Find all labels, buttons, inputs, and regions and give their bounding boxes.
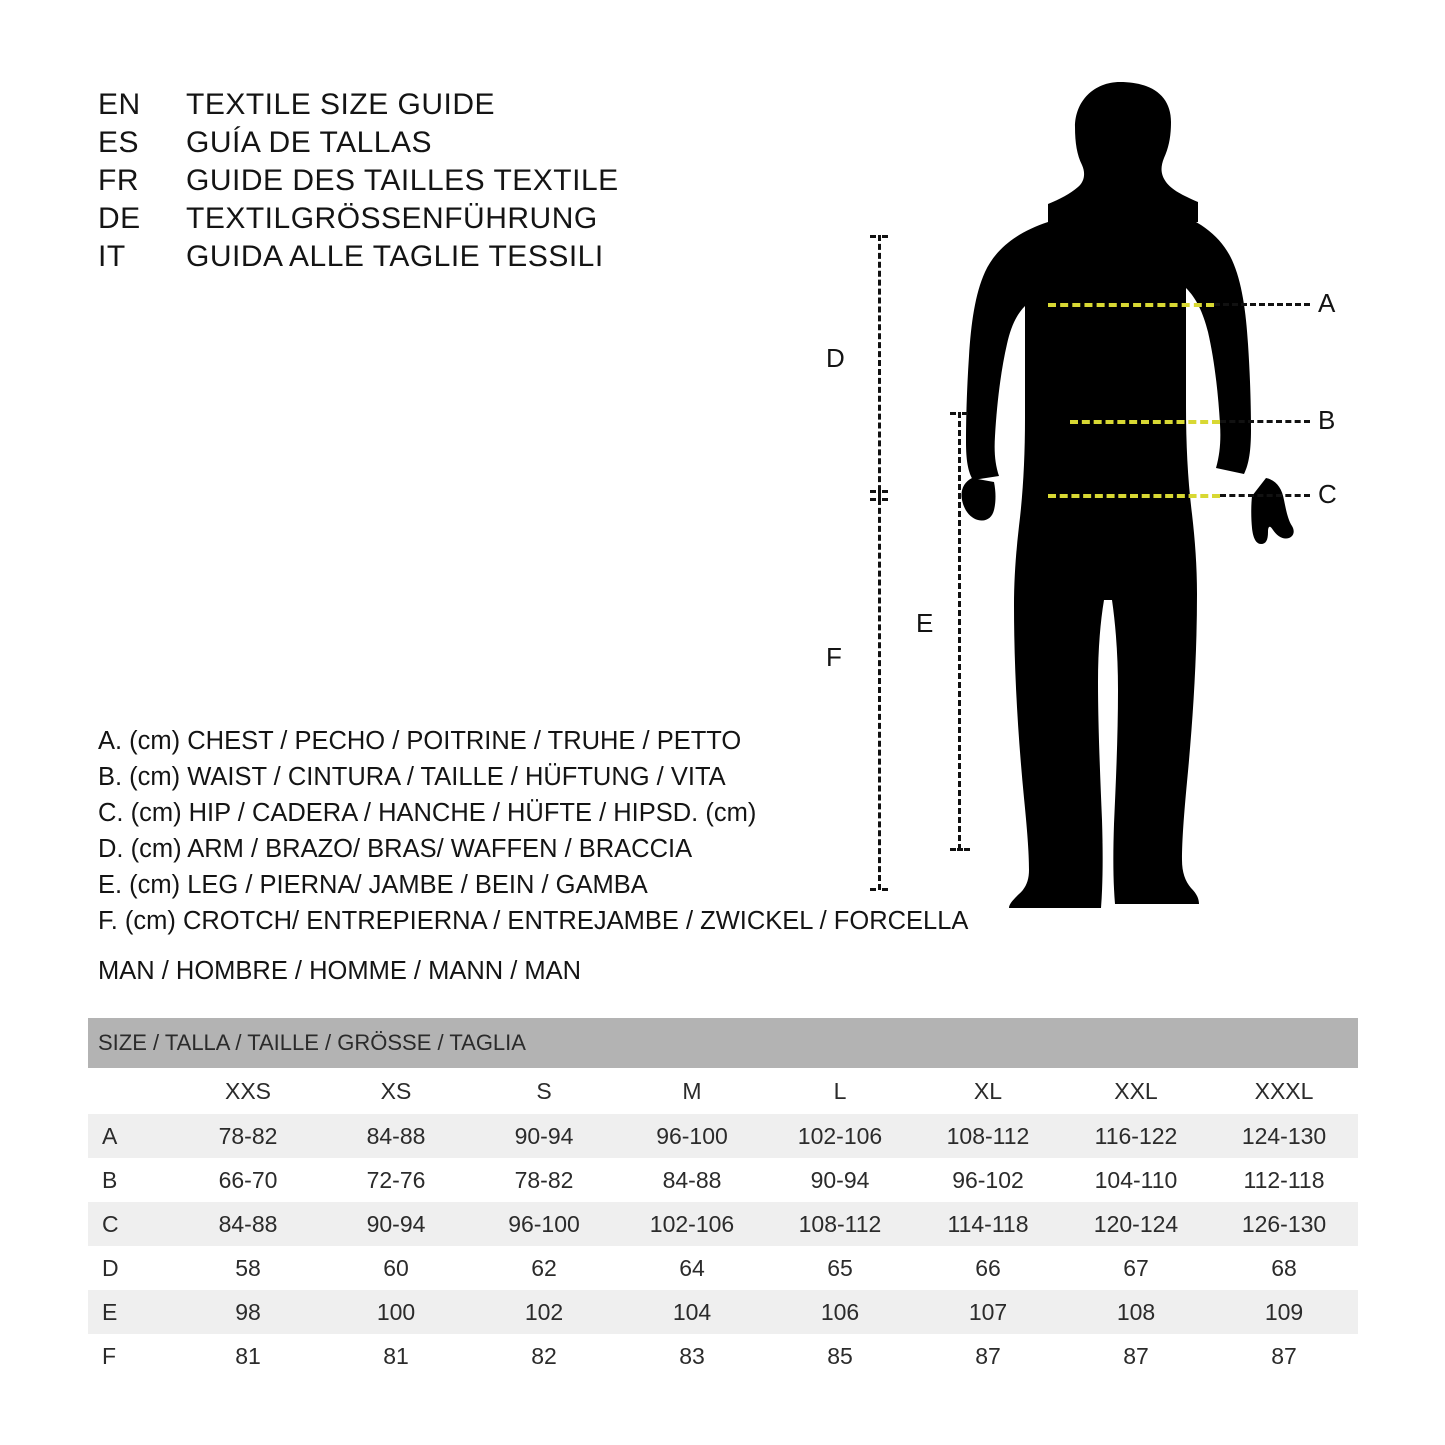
waist-measure-line: [1070, 420, 1220, 424]
title-lang-fr: FR: [98, 164, 139, 197]
cell-b-xxs: 66-70: [174, 1158, 322, 1202]
cell-c-m: 102-106: [618, 1202, 766, 1246]
size-header-m: M: [618, 1068, 766, 1114]
cell-f-l: 85: [766, 1334, 914, 1378]
leg-bracket-line: [958, 412, 961, 850]
cell-e-xxxl: 109: [1210, 1290, 1358, 1334]
hip-leader-line: [1220, 494, 1310, 497]
row-label-a: A: [88, 1114, 174, 1158]
label-c: C: [1318, 479, 1337, 509]
table-row: [88, 1202, 1358, 1246]
label-d: D: [826, 343, 845, 373]
cell-c-xxl: 120-124: [1062, 1202, 1210, 1246]
table-row: [88, 1290, 1358, 1334]
leg-bracket-top: [950, 412, 968, 415]
cell-f-xl: 87: [914, 1334, 1062, 1378]
cell-d-xxl: 67: [1062, 1246, 1210, 1290]
size-header-xl: XL: [914, 1068, 1062, 1114]
label-f: F: [826, 642, 842, 672]
row-label-c: C: [88, 1202, 174, 1246]
chest-measure-line: [1048, 303, 1214, 307]
cell-b-xs: 72-76: [322, 1158, 470, 1202]
size-header-xxxl: XXXL: [1210, 1068, 1358, 1114]
arm-bracket-line: [878, 235, 881, 500]
legend-item-d: D. (cm) ARM / BRAZO/ BRAS/ WAFFEN / BRACCIA: [98, 835, 693, 863]
title-block: [98, 88, 619, 278]
legend-item-b: B. (cm) WAIST / CINTURA / TAILLE / HÜFTUNG / VITA: [98, 763, 726, 791]
title-row-it: [98, 240, 619, 278]
cell-d-s: 62: [470, 1246, 618, 1290]
row-label-e: E: [88, 1290, 174, 1334]
title-text-es: GUÍA DE TALLAS: [186, 126, 432, 159]
cell-f-m: 83: [618, 1334, 766, 1378]
crotch-bracket-top: [870, 490, 888, 493]
title-text-en: TEXTILE SIZE GUIDE: [186, 88, 496, 121]
row-label-b: B: [88, 1158, 174, 1202]
row-label-d: D: [88, 1246, 174, 1290]
title-text-fr: GUIDE DES TAILLES TEXTILE: [186, 164, 619, 197]
cell-b-xxl: 104-110: [1062, 1158, 1210, 1202]
cell-f-xxl: 87: [1062, 1334, 1210, 1378]
cell-e-m: 104: [618, 1290, 766, 1334]
title-row-en: [98, 88, 619, 126]
label-e: E: [916, 608, 934, 638]
gender-label: MAN / HOMBRE / HOMME / MANN / MAN: [98, 957, 582, 985]
cell-b-m: 84-88: [618, 1158, 766, 1202]
cell-a-s: 90-94: [470, 1114, 618, 1158]
cell-e-xxl: 108: [1062, 1290, 1210, 1334]
cell-d-xxxl: 68: [1210, 1246, 1358, 1290]
cell-c-xl: 114-118: [914, 1202, 1062, 1246]
table-row: [88, 1158, 1358, 1202]
title-lang-it: IT: [98, 240, 126, 273]
cell-b-s: 78-82: [470, 1158, 618, 1202]
cell-b-xl: 96-102: [914, 1158, 1062, 1202]
cell-c-xs: 90-94: [322, 1202, 470, 1246]
table-row: [88, 1114, 1358, 1158]
cell-a-xl: 108-112: [914, 1114, 1062, 1158]
cell-d-xl: 66: [914, 1246, 1062, 1290]
cell-c-xxs: 84-88: [174, 1202, 322, 1246]
table-corner-cell: [88, 1068, 174, 1114]
cell-b-xxxl: 112-118: [1210, 1158, 1358, 1202]
table-row: [88, 1246, 1358, 1290]
label-a: A: [1318, 288, 1336, 318]
cell-e-l: 106: [766, 1290, 914, 1334]
cell-a-xxs: 78-82: [174, 1114, 322, 1158]
cell-a-xxxl: 124-130: [1210, 1114, 1358, 1158]
cell-e-xxs: 98: [174, 1290, 322, 1334]
size-header-xxs: XXS: [174, 1068, 322, 1114]
cell-a-l: 102-106: [766, 1114, 914, 1158]
arm-bracket-top: [870, 235, 888, 238]
cell-a-xxl: 116-122: [1062, 1114, 1210, 1158]
legend-item-c: C. (cm) HIP / CADERA / HANCHE / HÜFTE / HIPSD. (cm): [98, 799, 757, 827]
cell-b-l: 90-94: [766, 1158, 914, 1202]
cell-f-xs: 81: [322, 1334, 470, 1378]
title-row-fr: [98, 164, 619, 202]
table-band-row: [88, 1018, 1358, 1068]
title-row-es: [98, 126, 619, 164]
size-header-xxl: XXL: [1062, 1068, 1210, 1114]
size-table-wrapper: [88, 1018, 1358, 1378]
crotch-bracket-line: [878, 490, 881, 890]
cell-a-m: 96-100: [618, 1114, 766, 1158]
legend-item-e: E. (cm) LEG / PIERNA/ JAMBE / BEIN / GAMBA: [98, 871, 648, 899]
cell-d-xs: 60: [322, 1246, 470, 1290]
cell-d-m: 64: [618, 1246, 766, 1290]
cell-f-s: 82: [470, 1334, 618, 1378]
waist-leader-line: [1220, 420, 1310, 423]
man-silhouette-icon: [820, 60, 1420, 960]
cell-c-xxxl: 126-130: [1210, 1202, 1358, 1246]
label-b: B: [1318, 405, 1336, 435]
cell-d-l: 65: [766, 1246, 914, 1290]
title-lang-en: EN: [98, 88, 141, 121]
cell-f-xxs: 81: [174, 1334, 322, 1378]
size-header-xs: XS: [322, 1068, 470, 1114]
legend-item-f: F. (cm) CROTCH/ ENTREPIERNA / ENTREJAMBE / ZWICKEL / FORCELLA: [98, 907, 969, 935]
title-row-de: [98, 202, 619, 240]
title-lang-de: DE: [98, 202, 141, 235]
cell-c-s: 96-100: [470, 1202, 618, 1246]
cell-e-s: 102: [470, 1290, 618, 1334]
hip-measure-line: [1048, 494, 1220, 498]
figure-diagram: [820, 60, 1420, 960]
cell-e-xs: 100: [322, 1290, 470, 1334]
table-row: [88, 1334, 1358, 1378]
title-lang-es: ES: [98, 126, 140, 159]
table-size-header-row: [88, 1068, 1358, 1114]
chest-leader-line: [1214, 303, 1310, 306]
size-header-s: S: [470, 1068, 618, 1114]
title-text-it: GUIDA ALLE TAGLIE TESSILI: [186, 240, 604, 273]
title-text-de: TEXTILGRÖSSENFÜHRUNG: [186, 202, 598, 235]
crotch-bracket-bottom: [870, 888, 888, 891]
row-label-f: F: [88, 1334, 174, 1378]
size-header-l: L: [766, 1068, 914, 1114]
cell-d-xxs: 58: [174, 1246, 322, 1290]
cell-c-l: 108-112: [766, 1202, 914, 1246]
table-band-header: SIZE / TALLA / TAILLE / GRÖSSE / TAGLIA: [88, 1018, 1358, 1068]
cell-e-xl: 107: [914, 1290, 1062, 1334]
cell-a-xs: 84-88: [322, 1114, 470, 1158]
leg-bracket-bottom: [950, 848, 970, 851]
size-table: [88, 1018, 1358, 1378]
cell-f-xxxl: 87: [1210, 1334, 1358, 1378]
legend-item-a: A. (cm) CHEST / PECHO / POITRINE / TRUHE / PETTO: [98, 727, 742, 755]
